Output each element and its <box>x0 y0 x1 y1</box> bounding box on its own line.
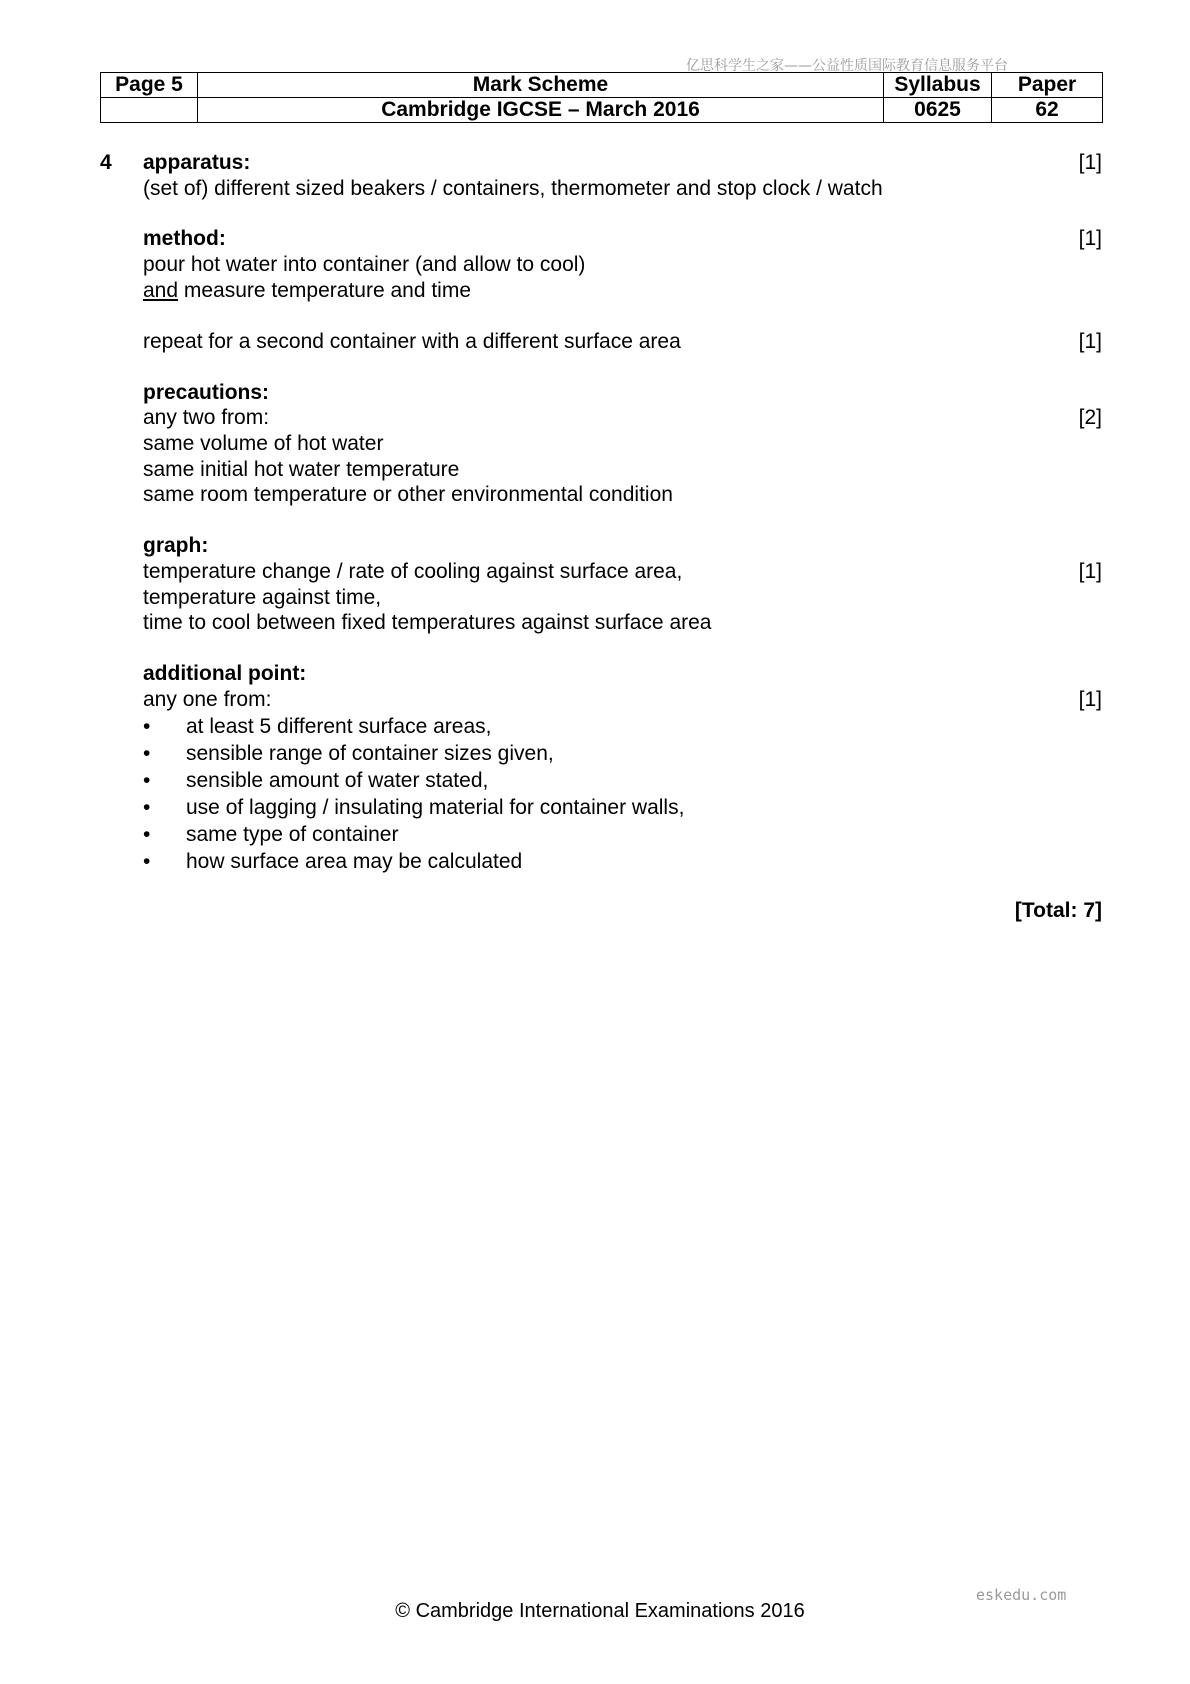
apparatus-mark: [1] <box>1078 151 1102 174</box>
repeat-mark: [1] <box>1078 330 1102 353</box>
bullet: • <box>143 715 151 738</box>
total-marks: [Total: 7] <box>1014 899 1102 922</box>
list-item <box>143 741 554 767</box>
bullet: • <box>143 796 151 819</box>
watermark-bottom: eskedu.com <box>976 1586 1067 1604</box>
paper-label: Paper <box>992 73 1103 98</box>
bullet: • <box>143 823 151 846</box>
list-item-text: sensible amount of water stated, <box>186 769 489 792</box>
additional-intro: any one from: <box>143 688 272 711</box>
additional-heading: additional point: <box>143 662 307 685</box>
syllabus-label: Syllabus <box>884 73 992 98</box>
header-table <box>100 72 1103 123</box>
precautions-intro: any two from: <box>143 406 270 429</box>
paper-number: 62 <box>992 98 1103 123</box>
additional-mark: [1] <box>1078 688 1102 711</box>
precaution-item: same initial hot water temperature <box>143 458 460 481</box>
list-item-text: same type of container <box>186 823 399 846</box>
empty-cell <box>101 98 198 123</box>
list-item-text: how surface area may be calculated <box>186 850 523 873</box>
precaution-item: same volume of hot water <box>143 432 384 455</box>
list-item-text: sensible range of container sizes given, <box>186 742 554 765</box>
graph-heading: graph: <box>143 534 209 557</box>
apparatus-heading: apparatus: <box>143 151 251 174</box>
list-item-text: use of lagging / insulating material for container walls, <box>186 796 685 819</box>
list-item <box>143 822 398 848</box>
apparatus-text: (set of) different sized beakers / containers, thermometer and stop clock / watch <box>143 177 883 200</box>
page-number: Page 5 <box>101 73 198 98</box>
copyright-footer: © Cambridge International Examinations 2016 <box>395 1600 805 1622</box>
method-line-2-rest: measure temperature and time <box>178 279 472 302</box>
bullet: • <box>143 742 151 765</box>
method-mark: [1] <box>1078 227 1102 250</box>
graph-item: temperature against time, <box>143 586 382 609</box>
method-line-1: pour hot water into container (and allow to cool) <box>143 253 586 276</box>
question-number: 4 <box>100 151 112 174</box>
watermark-top: 亿思科学生之家——公益性质国际教育信息服务平台 <box>686 58 1008 74</box>
precautions-heading: precautions: <box>143 381 270 404</box>
graph-item: temperature change / rate of cooling against surface area, <box>143 560 683 583</box>
exam-name: Cambridge IGCSE – March 2016 <box>198 98 884 123</box>
list-item <box>143 795 684 821</box>
graph-item: time to cool between fixed temperatures against surface area <box>143 611 712 634</box>
graph-mark: [1] <box>1078 560 1102 583</box>
precaution-item: same room temperature or other environmental condition <box>143 483 673 506</box>
method-heading: method: <box>143 227 226 250</box>
syllabus-code: 0625 <box>884 98 992 123</box>
list-item <box>143 768 488 794</box>
precautions-mark: [2] <box>1078 406 1102 429</box>
list-item <box>143 714 491 740</box>
method-line-2 <box>143 278 471 304</box>
bullet: • <box>143 850 151 873</box>
underlined-and: and <box>143 279 179 302</box>
bullet: • <box>143 769 151 792</box>
method-repeat: repeat for a second container with a different surface area <box>143 330 681 353</box>
list-item-text: at least 5 different surface areas, <box>186 715 492 738</box>
list-item <box>143 849 522 875</box>
doc-title: Mark Scheme <box>198 73 884 98</box>
